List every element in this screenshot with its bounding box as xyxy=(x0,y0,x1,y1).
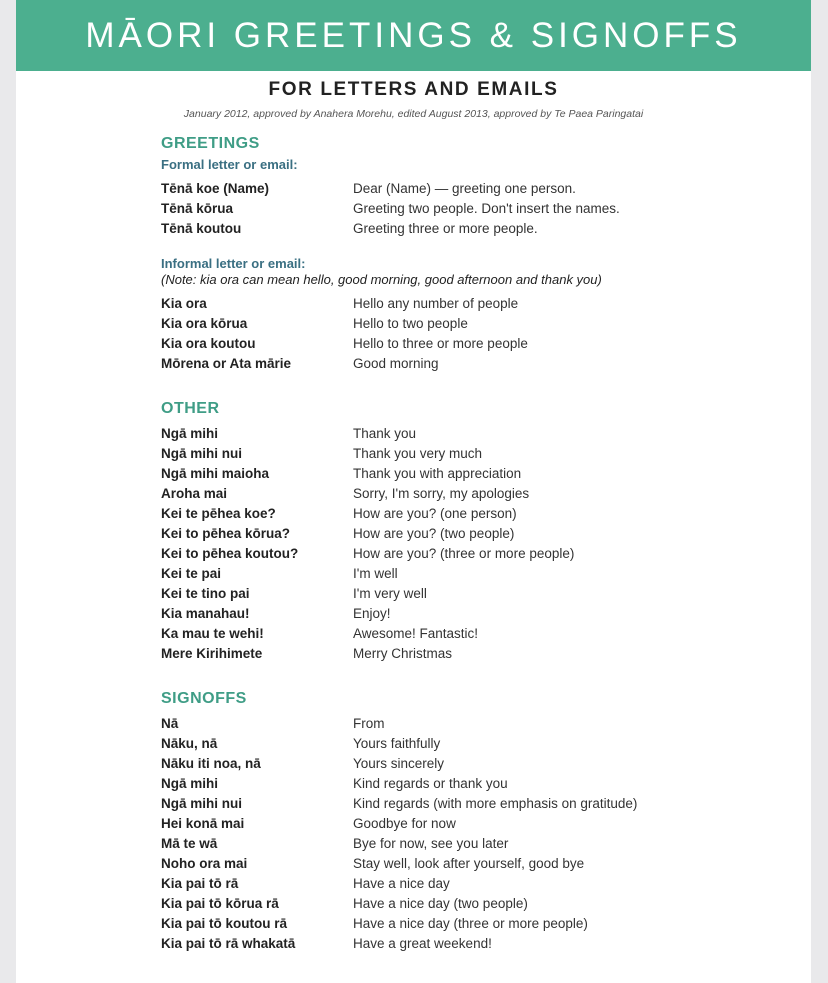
english-meaning: Dear (Name) — greeting one person. xyxy=(353,181,576,196)
page-title: MĀORI GREETINGS & SIGNOFFS xyxy=(16,0,811,71)
informal-heading: Informal letter or email: xyxy=(161,256,306,271)
list-item xyxy=(161,604,721,624)
maori-phrase: Ngā mihi nui xyxy=(161,796,242,811)
english-meaning: Thank you very much xyxy=(353,446,483,461)
list-item xyxy=(161,544,721,564)
maori-phrase: Tēnā koutou xyxy=(161,221,242,236)
page-subtitle: FOR LETTERS AND EMAILS xyxy=(268,79,559,100)
maori-phrase: Nā xyxy=(161,716,179,731)
english-meaning: Thank you xyxy=(353,426,417,441)
list-item xyxy=(161,834,721,854)
english-meaning: How are you? (one person) xyxy=(353,506,517,521)
list-item xyxy=(161,354,721,374)
maori-phrase: Kei te tino pai xyxy=(161,586,250,601)
maori-phrase: Kia manahau! xyxy=(161,606,250,621)
maori-phrase: Kia pai tō rā xyxy=(161,876,239,891)
maori-phrase: Mōrena or Ata mārie xyxy=(161,356,292,371)
english-meaning: Thank you with appreciation xyxy=(353,466,522,481)
maori-phrase: Kei to pēhea kōrua? xyxy=(161,526,291,541)
english-meaning: Hello to three or more people xyxy=(353,336,528,351)
list-item xyxy=(161,199,721,219)
maori-phrase: Kei to pēhea koutou? xyxy=(161,546,299,561)
maori-phrase: Kia pai tō koutou rā xyxy=(161,916,288,931)
approval-credit: January 2012, approved by Anahera Morehu, edited August 2013, approved by Te Paea Paringatai xyxy=(183,108,644,120)
maori-phrase: Ka mau te wehi! xyxy=(161,626,264,641)
list-item xyxy=(161,504,721,524)
informal-note: (Note: kia ora can mean hello, good morning, good afternoon and thank you) xyxy=(161,272,602,287)
list-item xyxy=(161,794,721,814)
list-item xyxy=(161,754,721,774)
maori-phrase: Tēnā kōrua xyxy=(161,201,234,216)
maori-phrase: Hei konā mai xyxy=(161,816,245,831)
list-item xyxy=(161,424,721,444)
english-meaning: I'm very well xyxy=(353,586,427,601)
maori-phrase: Kia pai tō kōrua rā xyxy=(161,896,279,911)
english-meaning: Awesome! Fantastic! xyxy=(353,626,479,641)
list-item xyxy=(161,524,721,544)
english-meaning: Have a nice day (three or more people) xyxy=(353,916,588,931)
maori-phrase: Noho ora mai xyxy=(161,856,248,871)
list-item xyxy=(161,294,721,314)
list-item xyxy=(161,814,721,834)
maori-phrase: Kia ora koutou xyxy=(161,336,256,351)
english-meaning: From xyxy=(353,716,385,731)
english-meaning: Have a nice day xyxy=(353,876,450,891)
other-heading: OTHER xyxy=(161,400,220,417)
list-item xyxy=(161,774,721,794)
list-item xyxy=(161,914,721,934)
english-meaning: Have a nice day (two people) xyxy=(353,896,528,911)
list-item xyxy=(161,934,721,954)
list-item xyxy=(161,894,721,914)
signoffs-heading: SIGNOFFS xyxy=(161,690,247,707)
greetings-heading: GREETINGS xyxy=(161,135,260,152)
list-item xyxy=(161,444,721,464)
maori-phrase: Ngā mihi maioha xyxy=(161,466,270,481)
maori-phrase: Nāku iti noa, nā xyxy=(161,756,261,771)
english-meaning: Hello any number of people xyxy=(353,296,519,311)
list-item xyxy=(161,314,721,334)
maori-phrase: Kei te pēhea koe? xyxy=(161,506,276,521)
english-meaning: Kind regards or thank you xyxy=(353,776,508,791)
english-meaning: Bye for now, see you later xyxy=(353,836,509,851)
list-item xyxy=(161,854,721,874)
maori-phrase: Kei te pai xyxy=(161,566,222,581)
maori-phrase: Tēnā koe (Name) xyxy=(161,181,270,196)
maori-phrase: Kia pai tō rā whakatā xyxy=(161,936,296,951)
list-item xyxy=(161,464,721,484)
maori-phrase: Kia ora kōrua xyxy=(161,316,248,331)
list-item xyxy=(161,179,721,199)
maori-phrase: Mere Kirihimete xyxy=(161,646,263,661)
list-item xyxy=(161,584,721,604)
english-meaning: Good morning xyxy=(353,356,439,371)
english-meaning: Stay well, look after yourself, good bye xyxy=(353,856,585,871)
maori-phrase: Nāku, nā xyxy=(161,736,218,751)
english-meaning: Hello to two people xyxy=(353,316,468,331)
maori-phrase: Mā te wā xyxy=(161,836,218,851)
list-item xyxy=(161,334,721,354)
english-meaning: Merry Christmas xyxy=(353,646,453,661)
list-item xyxy=(161,484,721,504)
list-item xyxy=(161,564,721,584)
english-meaning: Enjoy! xyxy=(353,606,391,621)
list-item xyxy=(161,714,721,734)
english-meaning: I'm well xyxy=(353,566,398,581)
maori-phrase: Ngā mihi xyxy=(161,426,219,441)
maori-phrase: Aroha mai xyxy=(161,486,228,501)
list-item xyxy=(161,219,721,239)
list-item xyxy=(161,874,721,894)
english-meaning: Sorry, I'm sorry, my apologies xyxy=(353,486,530,501)
maori-phrase: Ngā mihi xyxy=(161,776,219,791)
list-item xyxy=(161,734,721,754)
english-meaning: Greeting three or more people. xyxy=(353,221,538,236)
list-item xyxy=(161,624,721,644)
english-meaning: Goodbye for now xyxy=(353,816,456,831)
english-meaning: Greeting two people. Don't insert the names. xyxy=(353,201,620,216)
english-meaning: Have a great weekend! xyxy=(353,936,492,951)
english-meaning: How are you? (two people) xyxy=(353,526,515,541)
maori-phrase: Kia ora xyxy=(161,296,207,311)
list-item xyxy=(161,644,721,664)
english-meaning: Kind regards (with more emphasis on gratitude) xyxy=(353,796,638,811)
english-meaning: Yours sincerely xyxy=(353,756,445,771)
english-meaning: Yours faithfully xyxy=(353,736,441,751)
english-meaning: How are you? (three or more people) xyxy=(353,546,575,561)
formal-heading: Formal letter or email: xyxy=(161,157,298,172)
maori-phrase: Ngā mihi nui xyxy=(161,446,242,461)
